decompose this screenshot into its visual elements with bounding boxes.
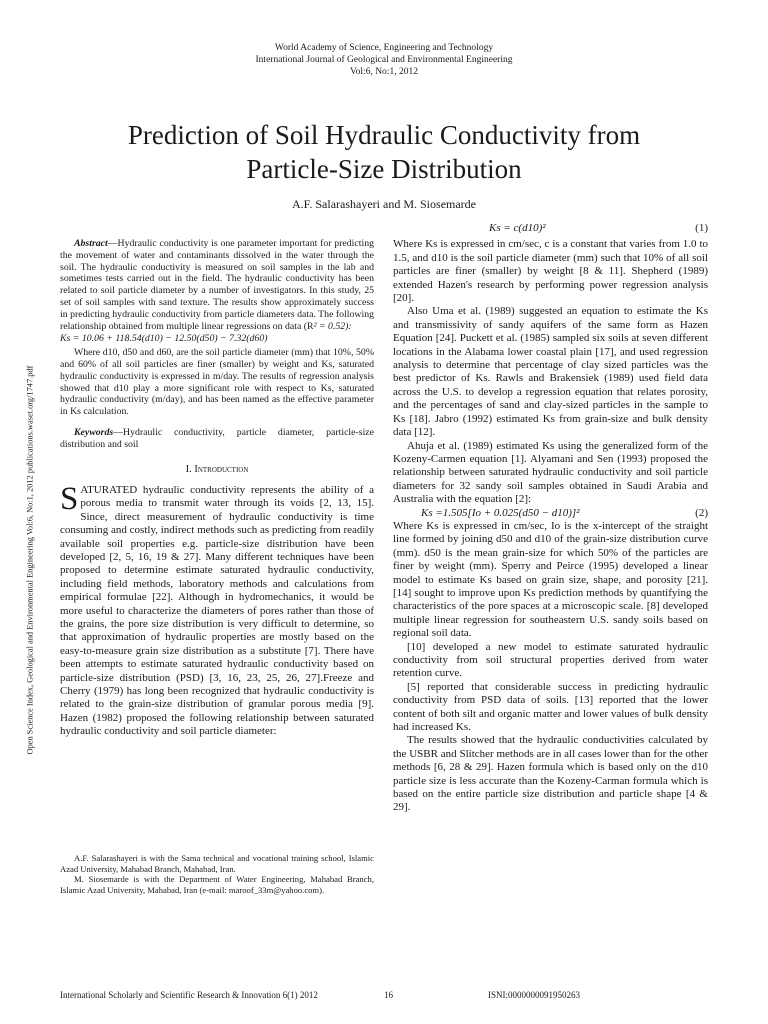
abstract-r2: ² = 0.52): <box>313 320 352 332</box>
right-column <box>393 222 708 815</box>
abstract-label: Abstract <box>74 238 108 249</box>
keywords-paragraph <box>60 427 374 451</box>
right-paragraph-6: [5] reported that considerable success in predicting hydraulic conductivity from PSD data of soils. [13] reported that the lower content of both silt and organic matter and lower values of bulk density had increased Ks. <box>393 680 708 734</box>
left-column <box>60 238 374 739</box>
paper-title <box>60 118 708 186</box>
footnote-2: M. Siosemarde is with the Department of Water Engineering, Mahabad Branch, Islamic Azad University, Mahabad, Iran (e-mail: maroof_33m@yahoo.com). <box>60 874 374 895</box>
equation-2-number: (2) <box>695 506 708 519</box>
side-watermark-text: Open Science Index, Geological and Environmental Engineering Vol:6, No:1, 2012 publications.waset.org/1747.pdf <box>25 365 35 755</box>
right-paragraph-1: Where Ks is expressed in cm/sec, c is a constant that varies from 1.0 to 1.5, and d10 is the soil particle diameter (mm) such that 10% of all soil particles are finer (smaller) by weight [8 & 11]. Shepherd (1989) extended Hazen's research by performing power regression analysis [20]. <box>393 238 708 305</box>
abstract-paragraph <box>60 238 374 332</box>
title-line-1: Prediction of Soil Hydraulic Conductivity from <box>127 120 641 150</box>
journal-header <box>0 42 768 78</box>
equation-1-formula: Ks = c(d10)² <box>489 222 546 234</box>
intro-text: ATURATED hydraulic conductivity represents the ability of a porous media to transmit water through its voids [2, 13, 15]. Since, direct measurement of hydraulic conductivity is time consuming and costly, indirect methods such as predicting from readily available soil properties e.g. particle-size distribution have been developed [2, 5, 16, 19 & 27]. Many different techniques have been proposed to determine estimate saturated hydraulic conductivity, including field methods, laboratory methods and calculations from empirical formulae [22]. Although in hydromechanics, it would be more useful to characterize the diameters of pores rather than those of the grains, the pore size distribution is very difficult to determine, so that approximation of hydraulic properties are mostly based on the easy-to-measure grain size distribution as a substitute [7]. There have been attempts to estimate saturated hydraulic conductivity based on particle-size distribution (PSD) [3, 16, 23, 25, 26, 27].Freeze and Cherry (1979) has long been recognized that hydraulic conductivity is related to the grain-size distribution of granular porous media [9]. Hazen (1982) proposed the following relationship between saturated hydraulic conductivity and soil particle diameter: <box>60 483 374 738</box>
journal-subtitle: International Journal of Geological and Environmental Engineering <box>255 55 513 65</box>
footer-citation: International Scholarly and Scientific Research & Innovation 6(1) 2012 <box>60 990 318 1000</box>
drop-cap: S <box>60 480 79 517</box>
title-line-2: Particle-Size Distribution <box>246 154 522 184</box>
keywords-label: Keywords <box>74 426 114 438</box>
authors: A.F. Salarashayeri and M. Siosemarde <box>292 197 476 211</box>
equation-1 <box>393 222 708 235</box>
keywords-text: —Hydraulic conductivity, particle diameter, particle-size distribution and soil <box>60 426 374 450</box>
right-paragraph-7: The results showed that the hydraulic conductivities calculated by the USBR and Slitcher methods are in all cases lower than for the other methods [6, 28 & 29]. Hazen formula which is based only on the d10 particle size is less accurate than the Kozeny-Carman formula which is based on the entire particle size distribution and particle shape [4 & 29]. <box>393 734 708 814</box>
right-paragraph-3: Ahuja et al. (1989) estimated Ks using the generalized form of the Kozeny-Carmen equation [1]. Alyamani and Sen (1993) proposed the relationship between saturated hydraulic conductivity and soil particle diameters for 32 sandy soil samples obtained in Saudi Arabia and Australia with the equation [2]: <box>393 439 708 506</box>
footnotes <box>60 853 374 895</box>
equation-2 <box>393 507 708 520</box>
footnote-1: A.F. Salarashayeri is with the Sama technical and vocational training school, Islamic Azad University, Mahabad Branch, Mahabad, Iran. <box>60 853 374 874</box>
abstract-equation: Ks = 10.06 + 118.54(d10) − 12.50(d50) − 7.32(d60) <box>60 333 268 345</box>
abstract-paragraph-2: Where d10, d50 and d60, are the soil particle diameter (mm) that 10%, 50% and 60% of all soil particles are finer (smaller) by weight and Ks, saturated hydraulic conductivity is expressed in m/day. The results of regression analysis showed that d10 play a more significant role with respect to Ks, saturated hydraulic conductivity (m/day), and has been named as the effective parameter in Ks calculation. <box>60 347 374 418</box>
right-paragraph-5: [10] developed a new model to estimate saturated hydraulic conductivity from soil structural properties derived from water retention curve. <box>393 640 708 680</box>
section-heading: I. Introduction <box>185 463 249 475</box>
side-watermark <box>18 330 42 790</box>
abstract-body: —Hydraulic conductivity is one parameter important for predicting the movement of water and contaminants dissolved in the water through the soil. The hydraulic conductivity is measured on soil samples in the lab and sometimes tests carried out in the field. The hydraulic conductivity has been related to soil particle diameter by a number of investigators. In this study, 25 set of soil samples with sand texture. The results show approximately success in predicting hydraulic conductivity from particle diameters data. The following relationship obtained from multiple linear regressions on data (R <box>60 238 374 332</box>
right-paragraph-4: Where Ks is expressed in cm/sec, Io is the x-intercept of the straight line formed by joining d50 and d10 of the grain-size distribution curve (mm). d50 is the mean grain-size for which 50% of the particles are finer by weight (mm). Sperry and Peirce (1995) developed a linear model to estimate Ks based on grain size, shape, and porosity [21]. [14] sought to improve upon Ks prediction methods by quantifying the characteristics of the pore spaces at a microscopic scale. [8] developed multiple linear regression for southeastern U.S. sandy soils based on regional soil data. <box>393 519 708 640</box>
right-paragraph-2: Also Uma et al. (1989) suggested an equation to estimate the Ks and transmissivity of sandy aquifers of the same form as Hazen Equation [24]. Puckett et al. (1985) sampled six soils at seven different locations in the Alabama lower coastal plain [17], and used regression analysis to determine that percentage of clay sized particles was the best predictor of Ks. Rawls and Brakensiek (1989) used field data across the U.S. to develop a regression equation that relates porosity, and the percentages of sand and clay-sized particles in the sample to Ks [18]. Jabro (1992) estimated Ks from grain-size and bulk density data [12]. <box>393 305 708 439</box>
journal-name: World Academy of Science, Engineering and Technology <box>274 43 494 53</box>
intro-paragraph <box>60 480 374 739</box>
equation-2-formula: Ks =1.505[Io + 0.025(d50 − d10)]² <box>421 506 580 519</box>
page-number: 16 <box>384 990 393 1000</box>
equation-1-number: (1) <box>695 222 708 234</box>
footer-isni: ISNI:0000000091950263 <box>488 990 580 1000</box>
journal-volume: Vol:6, No:1, 2012 <box>350 67 418 77</box>
